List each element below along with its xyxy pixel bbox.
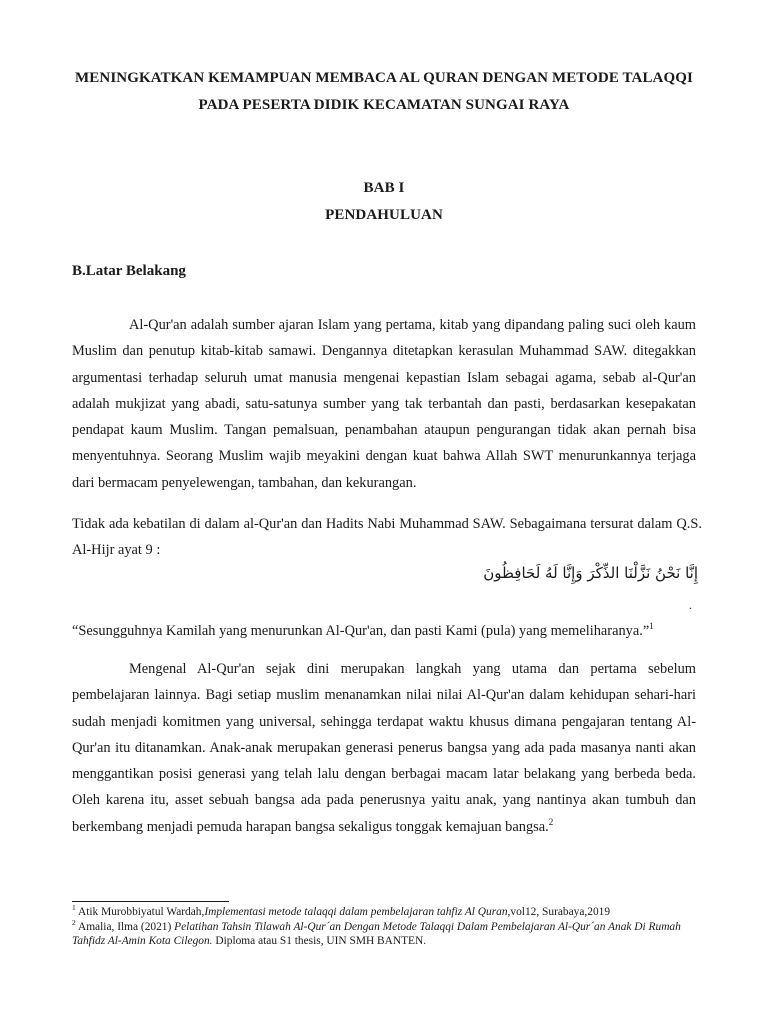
footnote-1-number: 1 (72, 903, 76, 913)
paragraph-4-text: Mengenal Al-Qur'an sejak dini merupakan langkah yang utama dan pertama sebelum pembelajaran lainnya. Bagi setiap muslim menanamkan nilai nilai Al-Qur'an dalam kehidupan sehari-hari sudah menjadi komitmen yang universal, sehingga terdapat waktu khusus dimana pengajaran tentang Al-Qur'an itu ditanamkan. Anak-anak merupakan generasi penerus bangsa yang ada pada masanya nanti akan menggantikan posisi generasi yang telah lalu dengan berbagai macam latar belakang yang berbeda beda. Oleh karena itu, asset sebuah bangsa ada pada penerusnya yaitu anak, yang nantinya akan tumbuh dan berkembang menjadi pemuda harapan bangsa sekaligus tonggak kemajuan bangsa. (72, 661, 696, 835)
footnote-ref-2[interactable]: 2 (548, 816, 554, 827)
section-heading: B.Latar Belakang (72, 263, 186, 279)
footnote-2-number: 2 (72, 918, 76, 928)
footnote-2-author: Amalia, Ilma (2021) (77, 921, 175, 934)
footnote-1-author: Atik Murobbiyatul Wardah, (77, 906, 205, 918)
footnotes (72, 905, 702, 950)
paragraph-1: Al-Qur'an adalah sumber ajaran Islam yang pertama, kitab yang dipandang paling suci oleh kaum Muslim dan penutup kitab-kitab samawi. Dengannya ditetapkan kerasulan Muhammad SAW. ditegakkan argumentasi terhadap seluruh umat manusia mengenai kepastian Islam sebagai agama, sebab al-Qur'an adalah mukjizat yang abadi, satu-satunya sumber yang tak terbantah dan pasti, berdasarkan kesepakatan pendapat kaum Muslim. Tangan pemalsuan, penambahan ataupun pengurangan tidak akan pernah bisa menyentuhnya. Seorang Muslim wajib meyakini dengan kuat bahwa Allah SWT menurunkannya terjaga dari bermacam penyelewengan, tambahan, dan kekurangan. (72, 317, 696, 491)
quote-text: “Sesungguhnya Kamilah yang menurunkan Al-Qur'an, dan pasti Kami (pula) yang memeliharanya.” (72, 623, 650, 639)
footnote-2-title: Pelatihan Tahsin Tilawah Al-Qur´an Dengan Metode Talaqqi Dalam Pembelajaran Al-Qur´an Anak Di Rumah Tahfidz Al-Amin Kota Cilegon. (72, 921, 681, 948)
verse-translation-quote (72, 621, 654, 641)
footnote-separator (72, 901, 229, 902)
arabic-verse: إِنَّا نَحْنُ نَزَّلْنَا الذِّكْرَ وَإِنَّا لَهُ لَحَافِظُونَ (483, 564, 698, 582)
document-title-line-1: MENINGKATKAN KEMAMPUAN MEMBACA AL QURAN DENGAN METODE TALAQQI (75, 70, 693, 86)
chapter-number: BAB I (363, 180, 405, 196)
footnote-1 (72, 905, 702, 919)
paragraph-4 (72, 656, 696, 840)
footnote-1-title: Implementasi metode talaqqi dalam pembelajaran tahfiz Al Quran (204, 906, 508, 918)
footnote-2 (72, 920, 702, 948)
footnote-ref-1[interactable]: 1 (649, 621, 654, 632)
footnote-1-rest: ,vol12, Surabaya,2019 (507, 906, 611, 918)
paragraph-2: Tidak ada kebatilan di dalam al-Qur'an dan Hadits Nabi Muhammad SAW. Sebagaimana tersurat dalam Q.S. Al-Hijr ayat 9 : (72, 516, 702, 559)
footnote-2-rest: Diploma atau S1 thesis, UIN SMH BANTEN. (212, 935, 427, 948)
document-title-line-2: PADA PESERTA DIDIK KECAMATAN SUNGAI RAYA (198, 97, 570, 113)
chapter-title: PENDAHULUAN (325, 207, 443, 223)
stray-dot: . (689, 598, 692, 612)
